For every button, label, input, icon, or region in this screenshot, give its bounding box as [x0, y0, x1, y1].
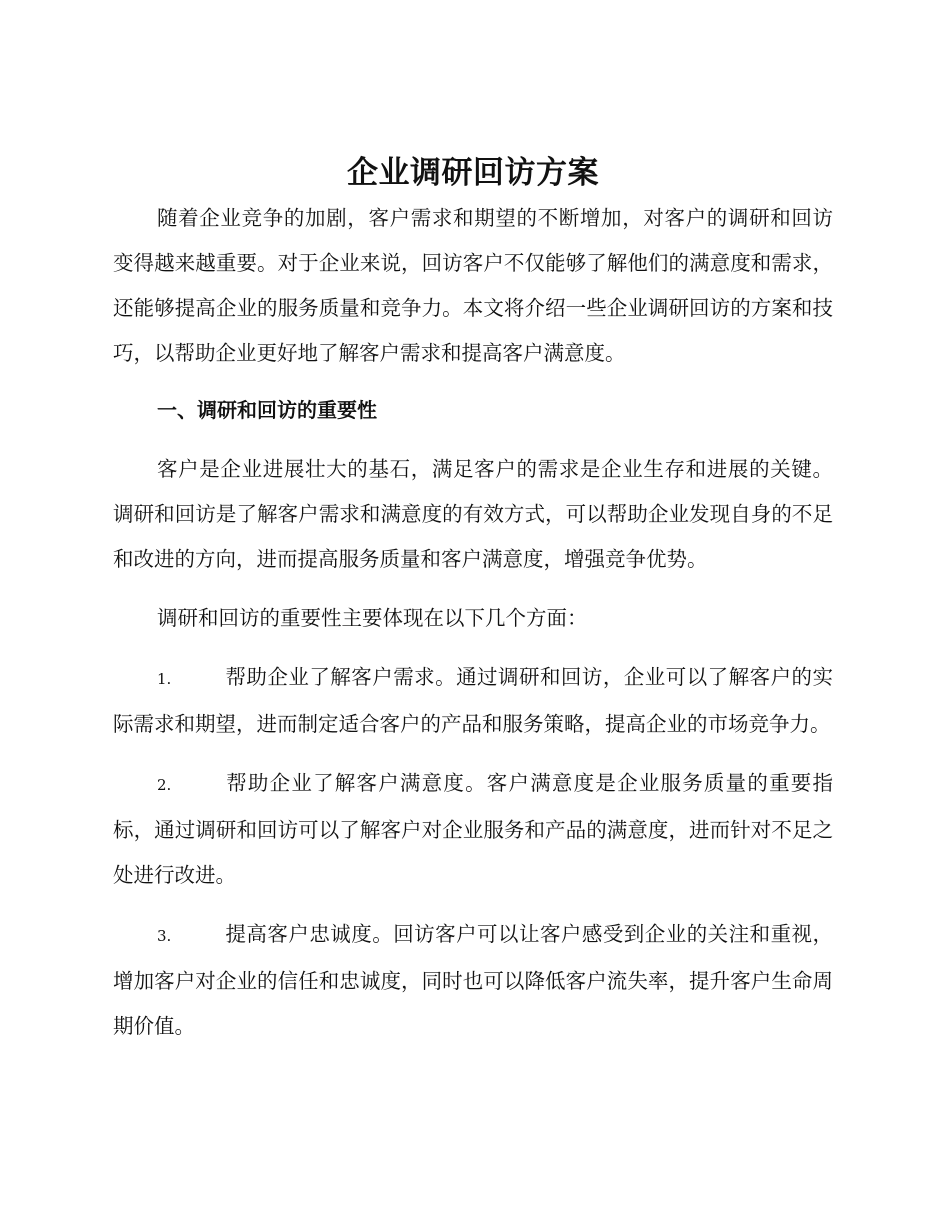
spacer: [113, 582, 833, 596]
list-number: 2.: [157, 776, 172, 794]
list-item: [113, 761, 833, 898]
list-item: [113, 655, 833, 747]
intro-paragraph: 随着企业竞争的加剧，客户需求和期望的不断增加，对客户的调研和回访变得越来越重要。对于企业来说，回访客户不仅能够了解他们的满意度和需求，还能够提高企业的服务质量和竞争力。本文将介绍一些企业调研回访的方案和技巧，以帮助企业更好地了解客户需求和提高客户满意度。: [113, 206, 833, 365]
section-paragraph: 客户是企业进展壮大的基石，满足客户的需求是企业生存和进展的关键。调研和回访是了解客户需求和满意度的有效方式，可以帮助企业发现自身的不足和改进的方向，进而提高服务质量和客户满意度，增强竞争优势。: [113, 457, 833, 571]
spacer: [113, 898, 833, 912]
spacer: [113, 747, 833, 761]
section-paragraph: 调研和回访的重要性主要体现在以下几个方面：: [157, 606, 588, 630]
list-number: 1.: [157, 670, 172, 688]
list-item-text: 帮助企业了解客户满意度。客户满意度是企业服务质量的重要指标，通过调研和回访可以了解客户对企业服务和产品的满意度，进而针对不足之处进行改进。: [113, 771, 833, 887]
spacer: [113, 641, 833, 655]
document-title: 企业调研回访方案: [347, 155, 599, 191]
list-number: 3.: [157, 927, 172, 945]
document-page: [113, 150, 833, 1049]
section-heading: 一、调研和回访的重要性: [157, 398, 377, 422]
list-item-text: 帮助企业了解客户需求。通过调研和回访，企业可以了解客户的实际需求和期望，进而制定适合客户的产品和服务策略，提高企业的市场竞争力。: [113, 665, 833, 736]
spacer: [113, 433, 833, 447]
list-item-text: 提高客户忠诚度。回访客户可以让客户感受到企业的关注和重视，增加客户对企业的信任和忠诚度，同时也可以降低客户流失率，提升客户生命周期价值。: [113, 922, 833, 1038]
list-item: [113, 912, 833, 1049]
